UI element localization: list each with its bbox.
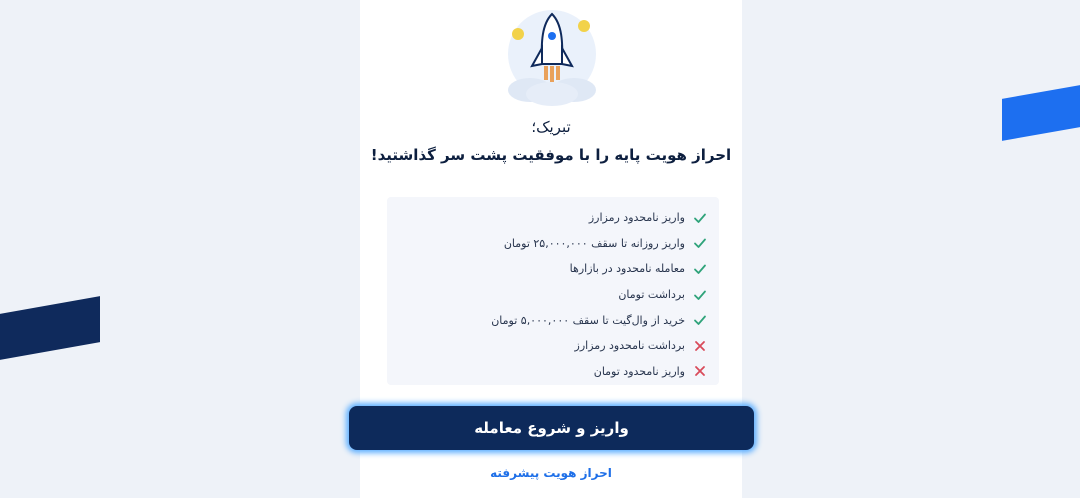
feature-item xyxy=(399,333,707,359)
check-icon xyxy=(693,288,707,302)
feature-label: برداشت نامحدود رمزارز xyxy=(574,339,685,353)
decorative-navy-stripe xyxy=(0,296,100,360)
feature-label: واریز نامحدود رمزارز xyxy=(588,211,685,225)
check-icon xyxy=(693,313,707,327)
rocket-launch-illustration xyxy=(500,8,604,108)
feature-item xyxy=(399,256,707,282)
feature-item xyxy=(399,359,707,385)
feature-list xyxy=(387,197,719,385)
feature-label: معامله نامحدود در بازارها xyxy=(569,262,685,276)
feature-label: واریز روزانه تا سقف ۲۵,۰۰۰,۰۰۰ تومان xyxy=(503,236,685,250)
feature-item xyxy=(399,282,707,308)
check-icon xyxy=(693,262,707,276)
congrats-text: تبریک؛ xyxy=(531,118,571,136)
check-icon xyxy=(693,211,707,225)
verification-success-card xyxy=(360,0,742,498)
cross-icon xyxy=(693,364,707,378)
check-icon xyxy=(693,236,707,250)
feature-item xyxy=(399,205,707,231)
decorative-blue-stripe xyxy=(1002,85,1080,141)
page-title: احراز هویت پایه را با موفقیت پشت سر گذاشتید! xyxy=(370,146,732,164)
advanced-verification-link[interactable]: احراز هویت پیشرفته xyxy=(490,466,612,480)
feature-label: برداشت تومان xyxy=(618,288,685,302)
feature-item xyxy=(399,231,707,257)
feature-label: واریز نامحدود تومان xyxy=(593,364,685,378)
deposit-and-trade-button[interactable]: واریز و شروع معامله xyxy=(349,406,754,450)
cross-icon xyxy=(693,339,707,353)
feature-label: خرید از وال‌گیت تا سقف ۵,۰۰۰,۰۰۰ تومان xyxy=(491,313,685,327)
feature-item xyxy=(399,307,707,333)
